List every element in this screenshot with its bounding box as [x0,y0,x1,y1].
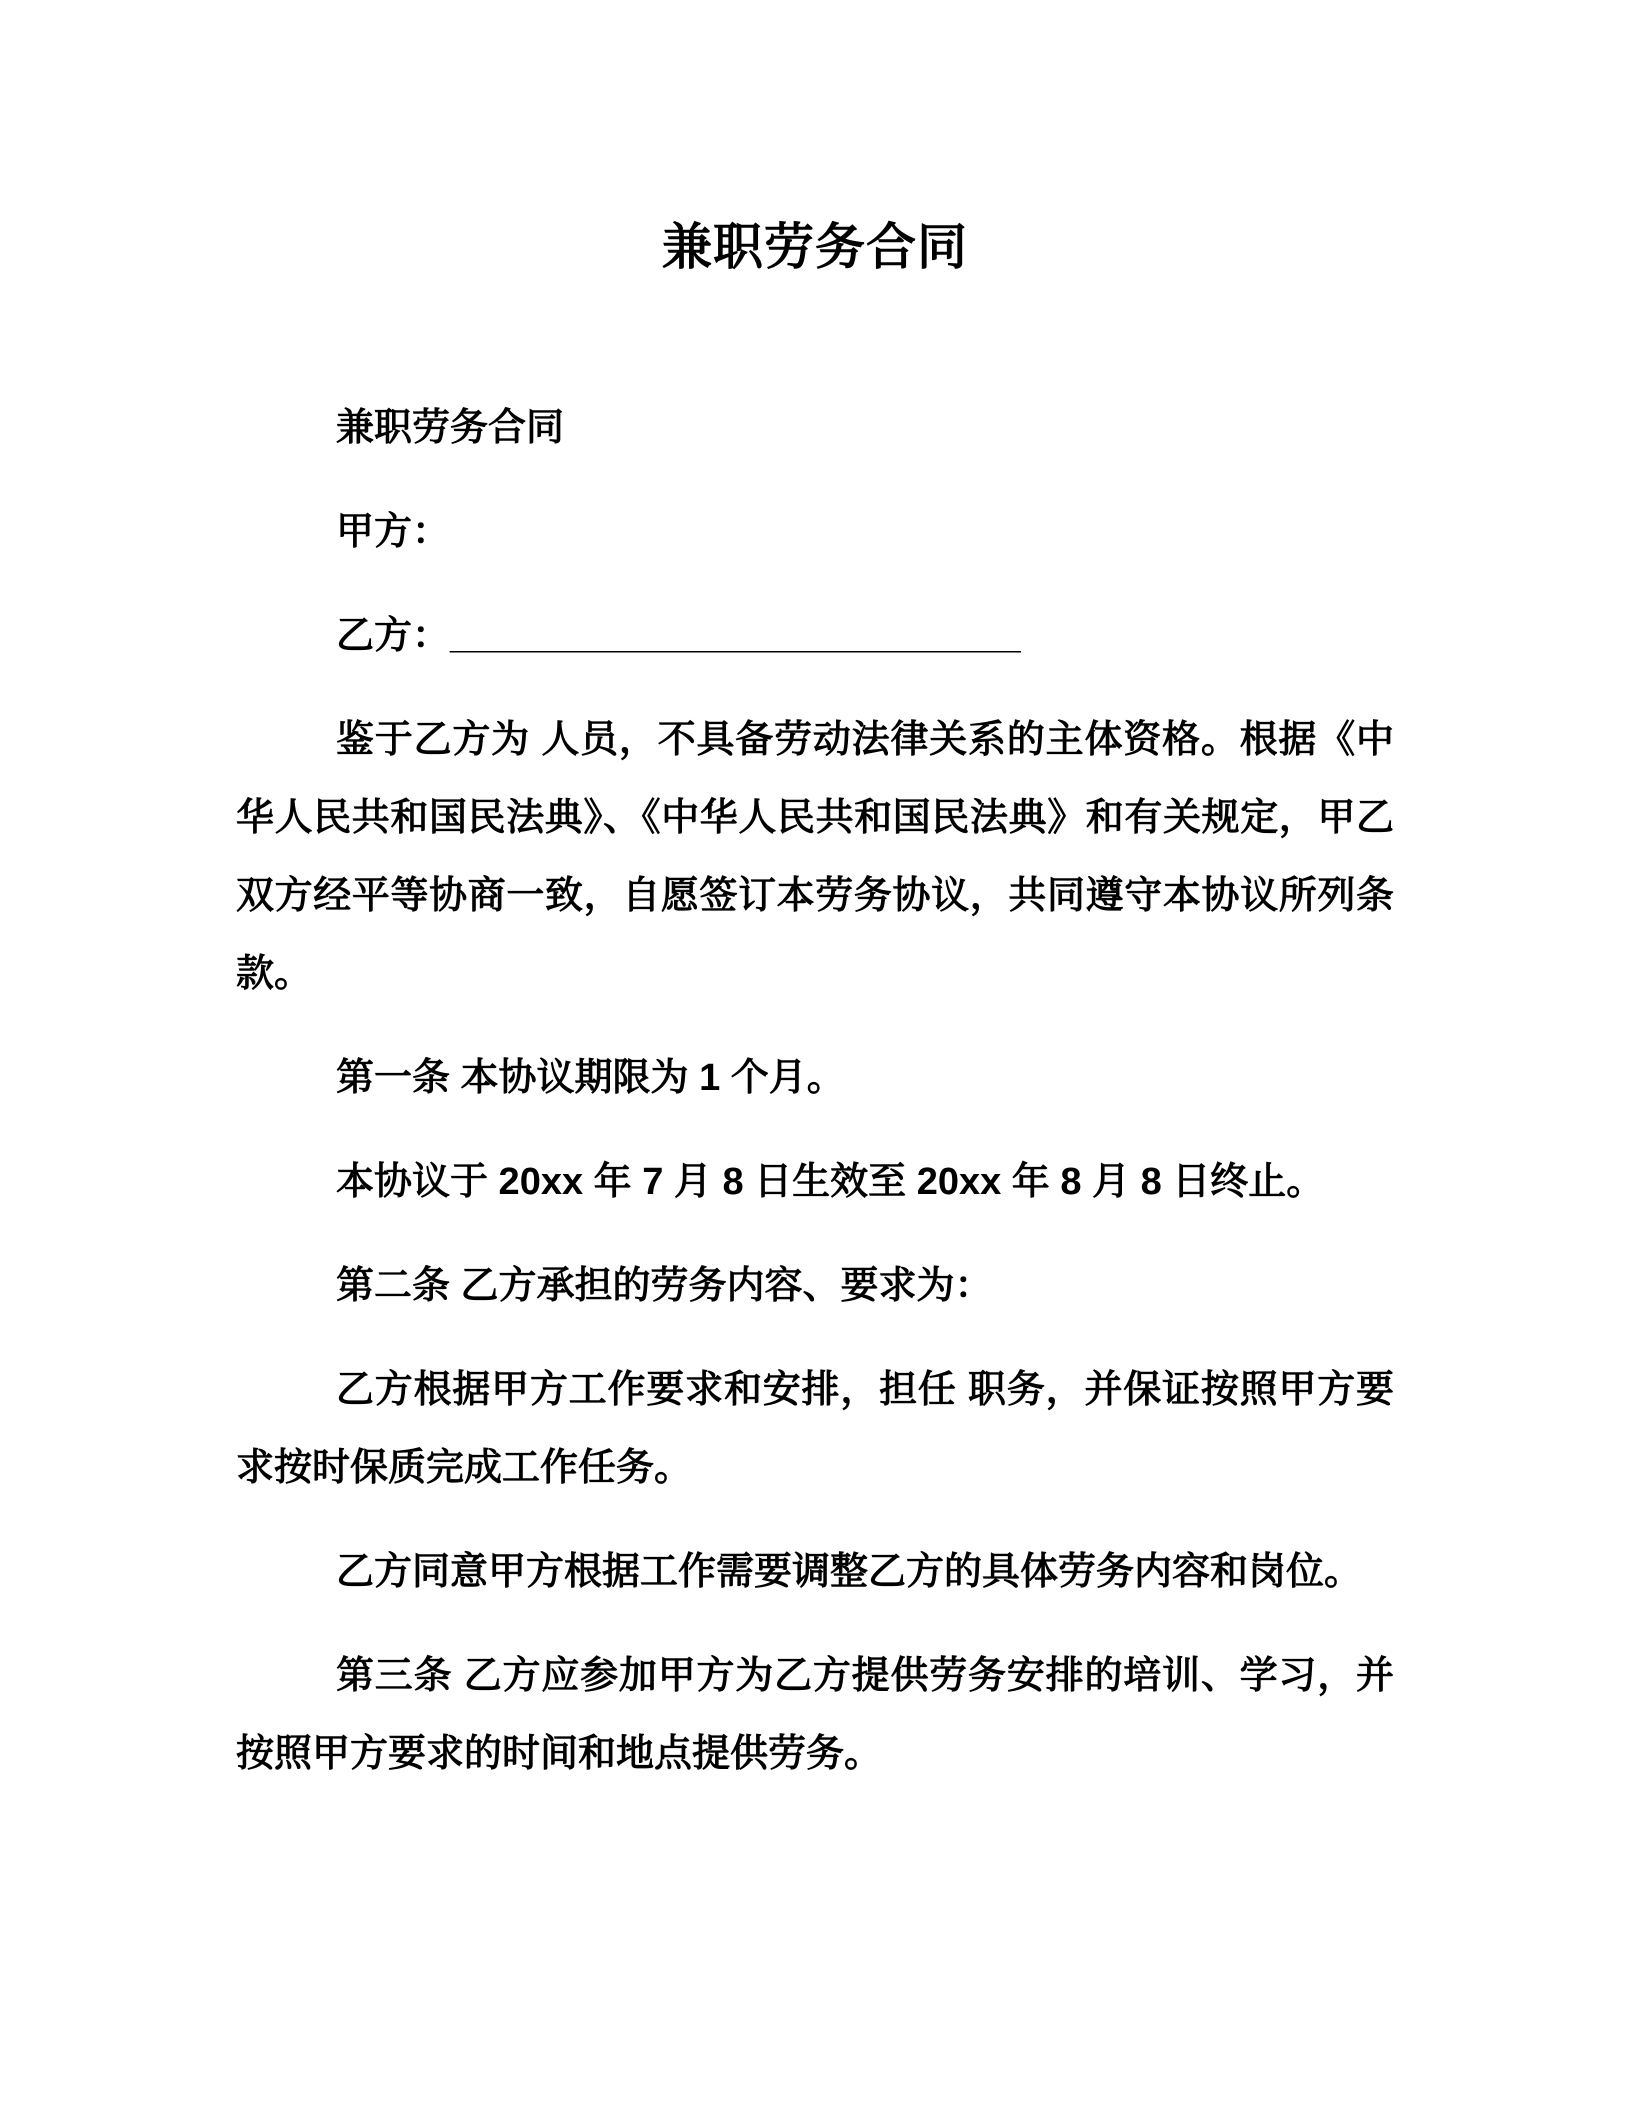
party-a-line [236,493,1394,571]
preamble-paragraph: 鉴于乙方为 人员，不具备劳动法律关系的主体资格。根据《中华人民共和国民法典》、《中华人民共和国民法典》和有关规定，甲乙双方经平等协商一致，自愿签订本劳务协议，共同遵守本协议所列条款。 [236,719,1394,995]
clause-3-paragraph: 第三条 乙方应参加甲方为乙方提供劳务安排的培训、学习，并按照甲方要求的时间和地点提供劳务。 [236,1655,1394,1775]
clause-1-paragraph: 第一条 本协议期限为 1 个月。 [336,1057,845,1099]
clause-2-adjust-paragraph: 乙方同意甲方根据工作需要调整乙方的具体劳务内容和岗位。 [336,1551,1363,1593]
party-a-label: 甲方： [336,511,451,553]
party-b-line [236,597,1394,675]
document-title: 兼职劳务合同 [662,219,968,275]
clause-1-term-paragraph: 本协议于 20xx 年 7 月 8 日生效至 20xx 年 8 月 8 日终止。 [336,1161,1325,1203]
document-subtitle: 兼职劳务合同 [336,407,565,449]
party-b-blank-line: ___________________________ [450,615,1021,657]
clause-2-duty-paragraph: 乙方根据甲方工作要求和安排，担任 职务，并保证按照甲方要求按时保质完成工作任务。 [236,1369,1394,1489]
party-b-label: 乙方： [336,615,451,657]
clause-2-paragraph: 第二条 乙方承担的劳务内容、要求为： [336,1265,993,1307]
